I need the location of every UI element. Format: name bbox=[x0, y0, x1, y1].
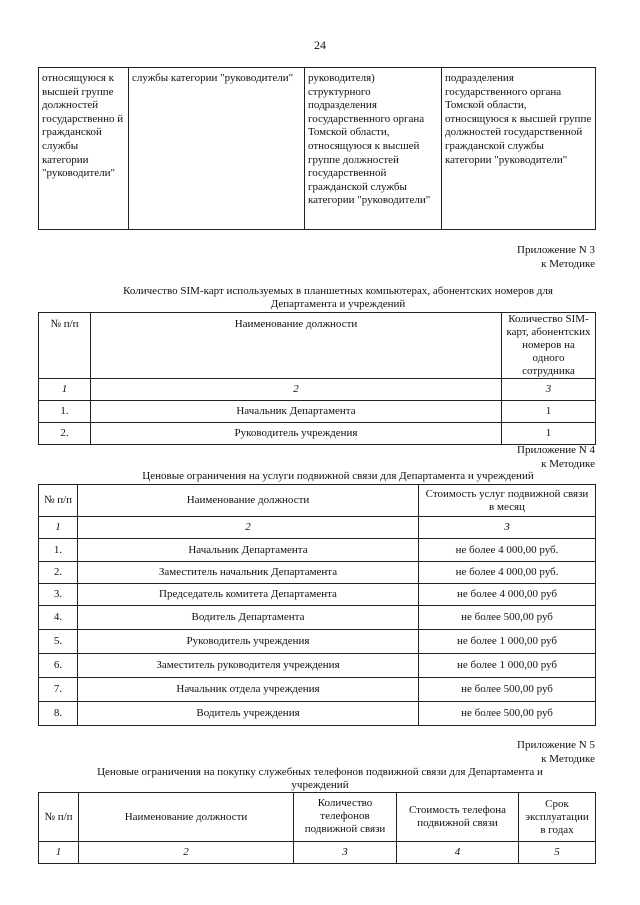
appendix-3-label: Приложение N 3 bbox=[517, 244, 595, 256]
row-number: 7. bbox=[39, 678, 78, 702]
value-cell: не более 4 000,00 руб bbox=[419, 584, 596, 606]
table-row bbox=[39, 702, 596, 726]
row-number: 2. bbox=[39, 562, 78, 584]
value-cell: не более 4 000,00 руб. bbox=[419, 539, 596, 562]
header-cell: Стоимость услуг подвижной связи в месяц bbox=[419, 485, 596, 517]
row-number: 6. bbox=[39, 654, 78, 678]
header-cell: Стоимость телефона подвижной связи bbox=[397, 793, 519, 842]
position-name: Начальник Департамента bbox=[91, 401, 502, 423]
table-row bbox=[39, 606, 596, 630]
position-name: Руководитель учреждения bbox=[78, 630, 419, 654]
header-cell: № п/п bbox=[39, 485, 78, 517]
header-cell: Наименование должности bbox=[79, 793, 294, 842]
column-number: 2 bbox=[91, 379, 502, 401]
continuation-table bbox=[38, 67, 596, 230]
column-number: 2 bbox=[78, 517, 419, 539]
header-cell: Количество телефонов подвижной связи bbox=[294, 793, 397, 842]
table-cell: подразделения государственного органа Томской области, относящуюся к высшей группе должностей государственной гражданской службы категории "руководители" bbox=[442, 68, 596, 230]
appendix-3-sub: к Методике bbox=[541, 258, 595, 270]
page-number: 24 bbox=[314, 38, 326, 52]
column-number: 5 bbox=[519, 842, 596, 864]
table-row bbox=[39, 401, 596, 423]
table-row bbox=[39, 630, 596, 654]
row-number: 2. bbox=[39, 423, 91, 445]
row-number: 4. bbox=[39, 606, 78, 630]
value-cell: 1 bbox=[502, 401, 596, 423]
position-name: Председатель комитета Департамента bbox=[78, 584, 419, 606]
value-cell: не более 1 000,00 руб bbox=[419, 630, 596, 654]
value-cell: не более 500,00 руб bbox=[419, 702, 596, 726]
value-cell: не более 500,00 руб bbox=[419, 606, 596, 630]
row-number: 1. bbox=[39, 539, 78, 562]
appendix-5-sub: к Методике bbox=[541, 753, 595, 765]
column-number: 1 bbox=[39, 379, 91, 401]
table-cell: руководителя) структурного подразделения государственного органа Томской области, относящуюся к высшей группе должностей государственной гражданской службы категории "руководители" bbox=[305, 68, 442, 230]
value-cell: не более 4 000,00 руб. bbox=[419, 562, 596, 584]
header-cell: Наименование должности bbox=[78, 485, 419, 517]
table-row bbox=[39, 562, 596, 584]
position-name: Начальник отдела учреждения bbox=[78, 678, 419, 702]
header-cell: Наименование должности bbox=[91, 313, 502, 379]
row-number: 3. bbox=[39, 584, 78, 606]
column-number: 3 bbox=[419, 517, 596, 539]
column-number: 4 bbox=[397, 842, 519, 864]
appendix-3-title-line1: Количество SIM-карт используемых в планшетных компьютерах, абонентских номеров для bbox=[123, 285, 553, 297]
column-number: 1 bbox=[39, 517, 78, 539]
table-row bbox=[39, 423, 596, 445]
row-number: 8. bbox=[39, 702, 78, 726]
table-row bbox=[39, 584, 596, 606]
header-cell: Количество SIM-карт, абонентских номеров на одного сотрудника bbox=[502, 313, 596, 379]
value-cell: не более 500,00 руб bbox=[419, 678, 596, 702]
position-name: Руководитель учреждения bbox=[91, 423, 502, 445]
appendix-3-title-line2: Департамента и учреждений bbox=[270, 298, 406, 310]
appendix-4-sub: к Методике bbox=[541, 458, 595, 470]
header-cell: № п/п bbox=[39, 313, 91, 379]
value-cell: 1 bbox=[502, 423, 596, 445]
column-number: 3 bbox=[502, 379, 596, 401]
header-cell: Срок эксплуатации в годах bbox=[519, 793, 596, 842]
position-name: Водитель учреждения bbox=[78, 702, 419, 726]
position-name: Водитель Департамента bbox=[78, 606, 419, 630]
table-row bbox=[39, 678, 596, 702]
table-cell: службы категории "руководители" bbox=[129, 68, 305, 230]
appendix-5-title-line1: Ценовые ограничения на покупку служебных телефонов подвижной связи для Департамента и bbox=[97, 766, 543, 778]
position-name: Заместитель руководителя учреждения bbox=[78, 654, 419, 678]
table-row bbox=[39, 539, 596, 562]
header-cell: № п/п bbox=[39, 793, 79, 842]
row-number: 1. bbox=[39, 401, 91, 423]
sim-cards-table bbox=[38, 312, 596, 445]
column-number: 3 bbox=[294, 842, 397, 864]
appendix-4-title: Ценовые ограничения на услуги подвижной связи для Департамента и учреждений bbox=[142, 470, 534, 482]
table-row bbox=[39, 654, 596, 678]
phones-purchase-table bbox=[38, 792, 596, 864]
appendix-5-label: Приложение N 5 bbox=[517, 739, 595, 751]
position-name: Начальник Департамента bbox=[78, 539, 419, 562]
column-number: 1 bbox=[39, 842, 79, 864]
table-cell: относящуюся к высшей группе должностей государственно й гражданской службы категории "руководители" bbox=[39, 68, 129, 230]
value-cell: не более 1 000,00 руб bbox=[419, 654, 596, 678]
row-number: 5. bbox=[39, 630, 78, 654]
mobile-services-table bbox=[38, 484, 596, 726]
column-number: 2 bbox=[79, 842, 294, 864]
appendix-5-title-line2: учреждений bbox=[291, 779, 349, 791]
position-name: Заместитель начальник Департамента bbox=[78, 562, 419, 584]
appendix-4-label: Приложение N 4 bbox=[517, 444, 595, 456]
